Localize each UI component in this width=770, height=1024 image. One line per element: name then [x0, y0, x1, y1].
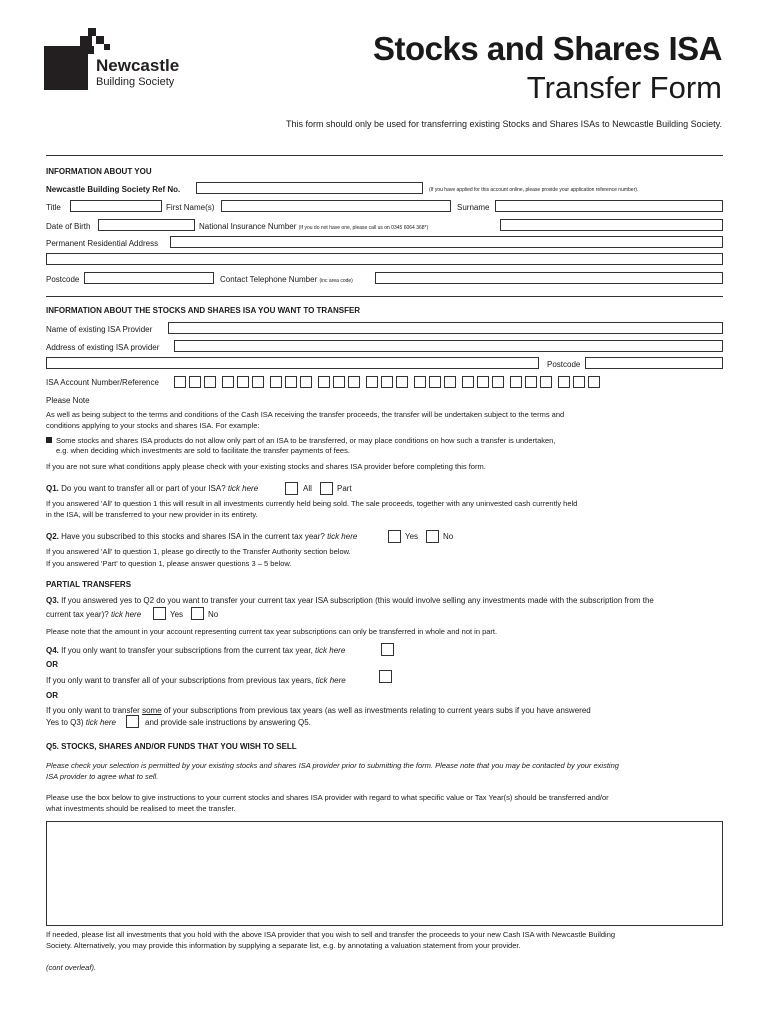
please-note-heading: Please Note	[46, 396, 90, 405]
account-cell[interactable]	[396, 376, 408, 388]
q2-no-label: No	[443, 532, 454, 541]
q4-b-tick-hint: tick here	[315, 676, 346, 685]
q4-a-checkbox[interactable]	[381, 643, 394, 656]
please-note-para2: If you are not sure what conditions apply please check with your existing stocks and shares ISA provider before completing this form.	[46, 462, 486, 471]
q1-text: Do you want to transfer all or part of your ISA?	[61, 484, 226, 493]
partial-heading: PARTIAL TRANSFERS	[46, 580, 132, 589]
q1-note2: in the ISA, will be transferred to your new provider in its entirety.	[46, 510, 258, 519]
q1-all-checkbox[interactable]	[285, 482, 298, 495]
q1-note1: If you answered 'All' to question 1 this will result in all investments currently held being sold. The sale proceeds, together with any uninvested cash currently held	[46, 499, 578, 508]
account-cell[interactable]	[558, 376, 570, 388]
account-cell[interactable]	[348, 376, 360, 388]
account-cell[interactable]	[588, 376, 600, 388]
q2-no-checkbox[interactable]	[426, 530, 439, 543]
q2-text: Have you subscribed to this stocks and shares ISA in the current tax year?	[61, 532, 325, 541]
first-names-label: First Name(s)	[166, 203, 215, 212]
q1-question	[46, 484, 258, 494]
please-note-bullet	[46, 436, 555, 446]
please-note-para1b: conditions applying to your stocks and shares ISA. For example:	[46, 421, 260, 430]
provider-postcode-label: Postcode	[547, 360, 581, 369]
q4-c2-pre: Yes to Q3)	[46, 718, 84, 727]
q3-question-line2	[46, 610, 141, 620]
account-cell[interactable]	[189, 376, 201, 388]
account-cell[interactable]	[222, 376, 234, 388]
phone-label	[220, 275, 353, 285]
q2-question	[46, 532, 357, 542]
page-title: Stocks and Shares ISA	[373, 30, 722, 67]
q3-num: Q3.	[46, 596, 59, 605]
q5-heading: Q5. STOCKS, SHARES AND/OR FUNDS THAT YOU WISH TO SELL	[46, 742, 297, 751]
account-cell[interactable]	[237, 376, 249, 388]
q4-a-text: If you only want to transfer your subscriptions from the current tax year,	[61, 646, 313, 655]
intro-text: This form should only be used for transferring existing Stocks and Shares ISAs to Newcastle Building Society.	[285, 119, 722, 129]
dob-label: Date of Birth	[46, 222, 91, 231]
account-cell[interactable]	[174, 376, 186, 388]
address-label: Permanent Residential Address	[46, 239, 159, 248]
q3-yes-checkbox[interactable]	[153, 607, 166, 620]
q4-option-a	[46, 646, 345, 656]
first-names-input[interactable]	[221, 200, 451, 212]
account-cell[interactable]	[252, 376, 264, 388]
ref-note: (If you have applied for this account online, please provide your application reference number).	[429, 187, 639, 193]
ref-input[interactable]	[196, 182, 423, 194]
account-cell[interactable]	[366, 376, 378, 388]
q4-or-1: OR	[46, 660, 58, 669]
q5-footer-1: If needed, please list all investments that you hold with the above ISA provider that you wish to sell and transfer the proceeds to your new Cash ISA with Newcastle Building	[46, 930, 616, 939]
q5-italic-2: ISA provider to agree what to sell.	[46, 772, 159, 781]
account-cell[interactable]	[462, 376, 474, 388]
address-input-2[interactable]	[46, 253, 723, 265]
provider-address-label: Address of existing ISA provider	[46, 343, 160, 352]
continued-note: (cont overleaf).	[46, 963, 97, 972]
phone-note: (inc area code)	[319, 278, 353, 284]
q4-c2-post: and provide sale instructions by answering Q5.	[145, 718, 311, 727]
q1-part-checkbox[interactable]	[320, 482, 333, 495]
q1-tick-hint: tick here	[227, 484, 259, 493]
account-cell[interactable]	[573, 376, 585, 388]
provider-label: Name of existing ISA Provider	[46, 325, 153, 334]
q1-part-label: Part	[337, 484, 352, 493]
account-cell[interactable]	[333, 376, 345, 388]
account-cell[interactable]	[444, 376, 456, 388]
q4-b-text: If you only want to transfer all of your subscriptions from previous tax years,	[46, 676, 314, 685]
account-cell[interactable]	[381, 376, 393, 388]
account-cell[interactable]	[318, 376, 330, 388]
phone-label-text: Contact Telephone Number	[220, 275, 318, 284]
q4-option-c-line2	[46, 718, 116, 728]
q2-yes-label: Yes	[405, 532, 419, 541]
ni-label-text: National Insurance Number	[199, 222, 297, 231]
q5-instructions-2: what investments should be realised to meet the transfer.	[46, 804, 236, 813]
q3-no-checkbox[interactable]	[191, 607, 204, 620]
section-heading-isa: INFORMATION ABOUT THE STOCKS AND SHARES ISA YOU WANT TO TRANSFER	[46, 306, 361, 315]
ref-label: Newcastle Building Society Ref No.	[46, 185, 181, 194]
account-cell[interactable]	[270, 376, 282, 388]
brand-name: Newcastle	[96, 56, 180, 75]
q3-question	[46, 596, 654, 606]
page-subtitle: Transfer Form	[526, 70, 722, 105]
q5-instructions-textarea[interactable]	[46, 821, 723, 926]
q2-num: Q2.	[46, 532, 59, 541]
q3-text: If you answered yes to Q2 do you want to transfer your current tax year ISA subscription (this would involve selling any investments made with the subscription from the	[61, 596, 654, 605]
please-note-bullet-line2: e.g. when deciding which investments are sold to facilitate the transfer payments of fees.	[56, 446, 350, 455]
q4-num: Q4.	[46, 646, 59, 655]
q4-a-tick-hint: tick here	[315, 646, 346, 655]
q3-tick-hint: tick here	[110, 610, 142, 619]
account-cell[interactable]	[525, 376, 537, 388]
q4-c-checkbox[interactable]	[126, 715, 139, 728]
q3-no-label: No	[208, 610, 219, 619]
provider-address-input-2[interactable]	[46, 357, 539, 369]
account-cell[interactable]	[285, 376, 297, 388]
section-heading-you: INFORMATION ABOUT YOU	[46, 167, 152, 176]
q3-text2: current tax year)?	[46, 610, 109, 619]
account-cell[interactable]	[300, 376, 312, 388]
surname-input[interactable]	[495, 200, 723, 212]
account-cell[interactable]	[429, 376, 441, 388]
title-label: Title	[46, 203, 61, 212]
q4-or-2: OR	[46, 691, 58, 700]
account-cell[interactable]	[414, 376, 426, 388]
q5-instructions-1: Please use the box below to give instructions to your current stocks and shares ISA provider with regard to what specific value or Tax Year(s) should be transferred and/or	[46, 793, 609, 802]
q4-option-b	[46, 676, 346, 686]
q2-yes-checkbox[interactable]	[388, 530, 401, 543]
provider-postcode-input[interactable]	[585, 357, 723, 369]
phone-input[interactable]	[375, 272, 723, 284]
provider-input[interactable]	[168, 322, 723, 334]
q4-c-pre: If you only want to transfer	[46, 706, 140, 715]
dob-input[interactable]	[98, 219, 195, 231]
q5-italic-1: Please check your selection is permitted by your existing stocks and shares ISA provider prior to submitting the form. Please note that you may be contacted by your existing	[46, 761, 619, 770]
divider	[46, 155, 723, 156]
q1-all-label: All	[303, 484, 312, 493]
bullet-icon	[46, 437, 52, 443]
ni-label	[199, 222, 428, 232]
divider	[46, 296, 723, 297]
q3-yes-label: Yes	[170, 610, 184, 619]
q2-note2: If you answered 'Part' to question 1, please answer questions 3 – 5 below.	[46, 559, 292, 568]
ni-input[interactable]	[500, 219, 723, 231]
surname-label: Surname	[457, 203, 490, 212]
q1-num: Q1.	[46, 484, 59, 493]
account-label: ISA Account Number/Reference	[46, 378, 159, 387]
account-cell[interactable]	[492, 376, 504, 388]
account-cell[interactable]	[540, 376, 552, 388]
q4-b-checkbox[interactable]	[379, 670, 392, 683]
account-cell[interactable]	[477, 376, 489, 388]
q2-note1: If you answered 'All' to question 1, please go directly to the Transfer Authority section below.	[46, 547, 351, 556]
address-input-1[interactable]	[170, 236, 723, 248]
account-cell[interactable]	[510, 376, 522, 388]
q3-note: Please note that the amount in your account representing current tax year subscriptions can only be transferred in whole and not in part.	[46, 627, 498, 636]
q4-c-some: some	[142, 706, 162, 715]
title-input[interactable]	[70, 200, 162, 212]
bullet-text: Some stocks and shares ISA products do not allow only part of an ISA to be transferred, or may place conditions on how such a transfer is undertaken,	[56, 436, 556, 445]
please-note-para1: As well as being subject to the terms and conditions of the Cash ISA receiving the transfer proceeds, the transfer will be undertaken subject to the terms and	[46, 410, 565, 419]
account-cell[interactable]	[204, 376, 216, 388]
q2-tick-hint: tick here	[327, 532, 358, 541]
brand-subname: Building Society	[96, 76, 175, 88]
q5-footer-2: Society. Alternatively, you may provide this information by supplying a separate list, e.g. by annotating a valuation statement from your provider.	[46, 941, 521, 950]
ni-note: (If you do not have one, please call us on 0345 6064 368*)	[298, 225, 429, 231]
postcode-label: Postcode	[46, 275, 80, 284]
q4-c-post: of your subscriptions from previous tax years (as well as investments relating to current years subs if you have answered	[163, 706, 591, 715]
postcode-input[interactable]	[84, 272, 214, 284]
provider-address-input-1[interactable]	[174, 340, 723, 352]
q4-c-tick-hint: tick here	[85, 718, 116, 727]
